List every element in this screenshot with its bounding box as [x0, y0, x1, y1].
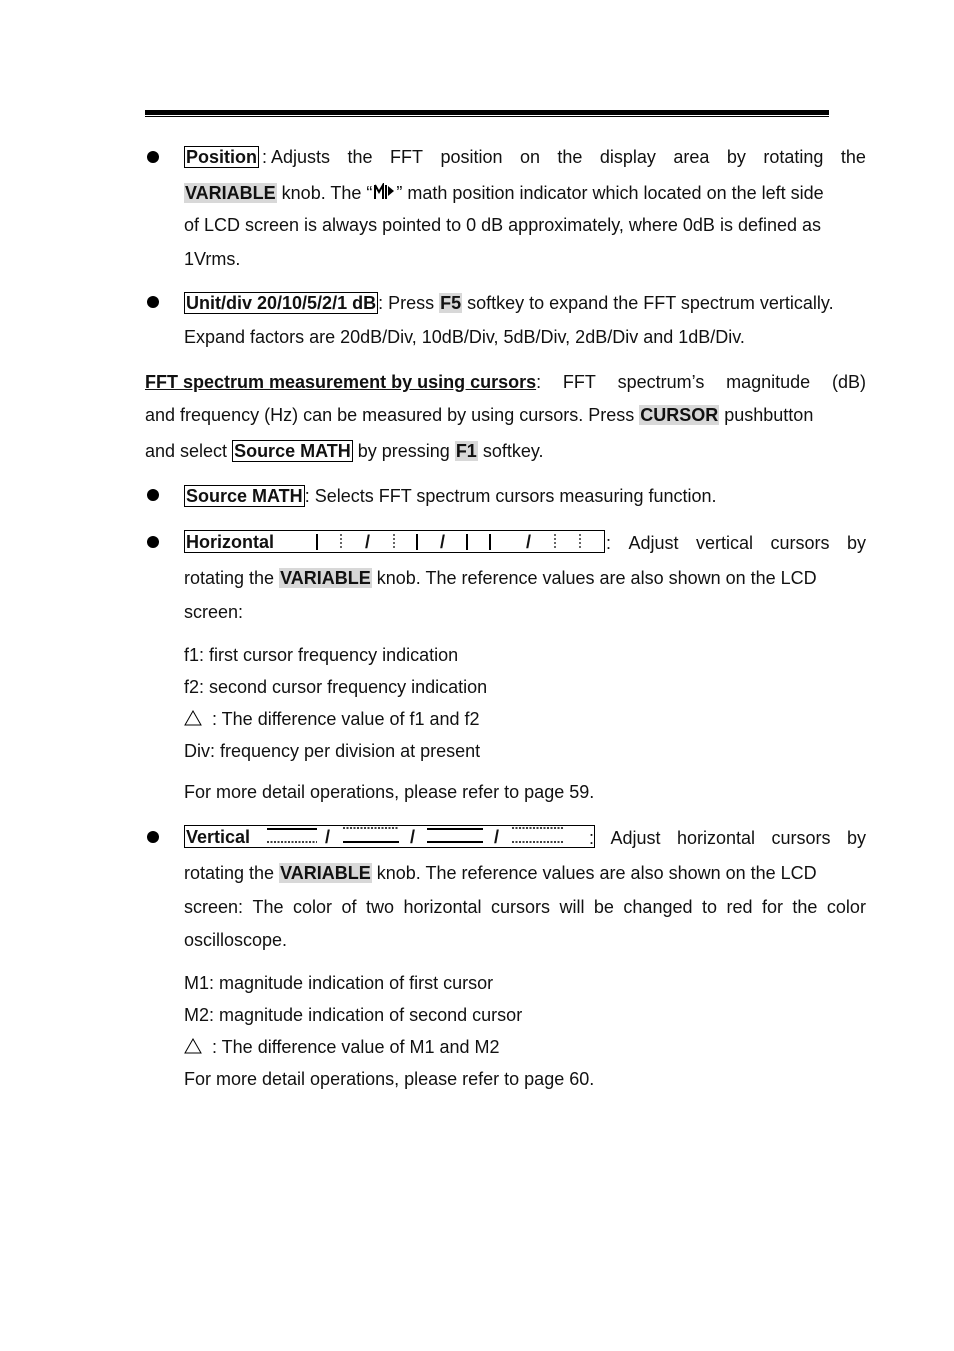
text: : The difference value of M1 and M2 — [212, 1037, 500, 1057]
bullet-position — [147, 151, 159, 163]
word: of — [341, 897, 357, 917]
bullet-horizontal — [147, 536, 159, 548]
text: knob. The reference values are also shown on the LCD — [371, 863, 817, 883]
vertical-label: Vertical — [186, 827, 251, 847]
position-label-line — [184, 146, 259, 168]
text: softkey. — [477, 441, 544, 461]
horizontal-label: Horizontal — [186, 532, 274, 552]
source-math-box: Source MATH — [234, 441, 351, 461]
vertical-line-3 — [184, 898, 866, 916]
word: FFT — [562, 372, 596, 392]
horizontal-label-box — [184, 530, 605, 553]
vertical-cursors-dotted-dotted-icon — [551, 532, 591, 552]
position-line-2 — [184, 183, 824, 202]
word: by — [846, 828, 866, 848]
bullet-vertical — [147, 831, 159, 843]
word: the — [557, 147, 583, 167]
word: be — [593, 897, 614, 917]
text: and select — [145, 441, 233, 461]
text: : Press — [378, 293, 440, 313]
vertical-ref: For more detail operations, please refer to page 60. — [184, 1069, 595, 1089]
word: : — [536, 372, 542, 392]
word: position — [440, 147, 503, 167]
text: softkey to expand the FFT spectrum vertically. — [462, 293, 834, 313]
vertical-cursors-dotted-solid-icon — [390, 532, 430, 552]
slash: / — [526, 532, 532, 552]
horizontal-cursors-solid-solid-icon — [427, 826, 483, 848]
word: by — [726, 147, 746, 167]
text: and frequency (Hz) can be measured by using cursors. Press — [145, 405, 640, 425]
position-line-3: of LCD screen is always pointed to 0 dB approximately, where 0dB is defined as — [184, 215, 822, 235]
text: rotating the — [184, 568, 280, 588]
def-m2: M2: magnitude indication of second cursor — [184, 1005, 523, 1025]
word: the — [792, 897, 818, 917]
def-delta-f — [184, 710, 480, 728]
def-f1: f1: first cursor frequency indication — [184, 645, 459, 665]
word: display — [599, 147, 656, 167]
unitdiv-label-box: Unit/div 20/10/5/2/1 dB — [186, 293, 377, 313]
horizontal-line-3: screen: — [184, 602, 244, 622]
word: by — [846, 533, 866, 553]
position-label-box: Position — [186, 147, 257, 167]
text: : The difference value of f1 and f2 — [212, 709, 480, 729]
delta-triangle-icon — [184, 710, 202, 726]
slash: / — [325, 827, 331, 847]
def-m1: M1: magnitude indication of first cursor — [184, 973, 494, 993]
word: (dB) — [831, 372, 866, 392]
vertical-label-box — [184, 825, 595, 848]
word: cursors — [771, 828, 831, 848]
word: for — [761, 897, 783, 917]
word: magnitude — [726, 372, 811, 392]
variable-key: VARIABLE — [280, 568, 371, 588]
position-line-4: 1Vrms. — [184, 249, 241, 269]
word: : — [606, 533, 612, 553]
slash: / — [365, 532, 371, 552]
horizontal-cursors-solid-dotted-icon — [267, 826, 317, 848]
variable-key: VARIABLE — [185, 183, 276, 203]
vertical-cursors-solid-dotted-icon — [313, 532, 353, 552]
word: area — [673, 147, 710, 167]
horizontal-cursors-dotted-dotted-icon — [512, 826, 564, 848]
word: screen: — [184, 897, 244, 917]
horizontal-ref: For more detail operations, please refer to page 59. — [184, 782, 595, 802]
f5-key: F5 — [440, 293, 462, 313]
horizontal-line-1 — [606, 534, 866, 552]
word: horizontal — [403, 897, 482, 917]
word: rotating — [763, 147, 824, 167]
position-line-1 — [262, 148, 866, 166]
word: two — [365, 897, 394, 917]
vertical-cursors-solid-solid-icon — [463, 532, 503, 552]
cursor-para-line-2 — [145, 406, 813, 424]
text: knob. The reference values are also shown on the LCD — [371, 568, 817, 588]
word: color — [826, 897, 866, 917]
word: The — [252, 897, 284, 917]
cursor-key: CURSOR — [640, 405, 719, 425]
variable-key: VARIABLE — [280, 863, 371, 883]
vertical-line-1 — [589, 829, 866, 847]
vertical-line-2 — [184, 864, 817, 882]
word: horizontal — [676, 828, 756, 848]
word: will — [559, 897, 585, 917]
def-delta-m — [184, 1038, 500, 1056]
word: : — [589, 828, 595, 848]
word: Adjust — [628, 533, 679, 553]
text: : Selects FFT spectrum cursors measuring function. — [304, 486, 717, 506]
bullet-source — [147, 489, 159, 501]
slash: / — [440, 532, 446, 552]
unitdiv-line-2: Expand factors are 20dB/Div, 10dB/Div, 5dB/Div, 2dB/Div and 1dB/Div. — [184, 327, 745, 347]
horizontal-cursors-dotted-solid-icon — [343, 826, 399, 848]
text: by pressing — [352, 441, 455, 461]
word: the — [840, 147, 866, 167]
word: : Adjusts — [262, 147, 331, 167]
source-line — [184, 485, 717, 507]
unitdiv-line-1 — [184, 292, 834, 314]
word: to — [701, 897, 717, 917]
source-label-box: Source MATH — [186, 486, 303, 506]
def-div: Div: frequency per division at present — [184, 741, 481, 761]
def-f2: f2: second cursor frequency indication — [184, 677, 488, 697]
word: red — [726, 897, 753, 917]
cursor-para-line-3 — [145, 440, 544, 462]
delta-triangle-icon — [184, 1038, 202, 1054]
word: FFT — [389, 147, 423, 167]
word: spectrum’s — [617, 372, 705, 392]
vertical-line-4: oscilloscope. — [184, 930, 288, 950]
word: color — [293, 897, 333, 917]
f1-key: F1 — [455, 441, 477, 461]
bullet-unitdiv — [147, 296, 159, 308]
text: rotating the — [184, 863, 280, 883]
word: Adjust — [610, 828, 661, 848]
horizontal-line-2 — [184, 569, 817, 587]
word: the — [347, 147, 373, 167]
math-position-indicator-icon — [373, 183, 395, 201]
word: changed — [623, 897, 693, 917]
word: cursors — [770, 533, 830, 553]
text: pushbutton — [719, 405, 814, 425]
word: on — [519, 147, 540, 167]
slash: / — [410, 827, 416, 847]
word: vertical — [695, 533, 753, 553]
text: ” math position indicator which located on the left side — [396, 183, 824, 203]
word: cursors — [490, 897, 550, 917]
header-rule — [145, 110, 829, 117]
slash: / — [494, 827, 500, 847]
cursor-para-line-1 — [145, 373, 866, 391]
cursor-heading: FFT spectrum measurement by using cursors — [145, 372, 537, 392]
text: knob. The “ — [276, 183, 373, 203]
